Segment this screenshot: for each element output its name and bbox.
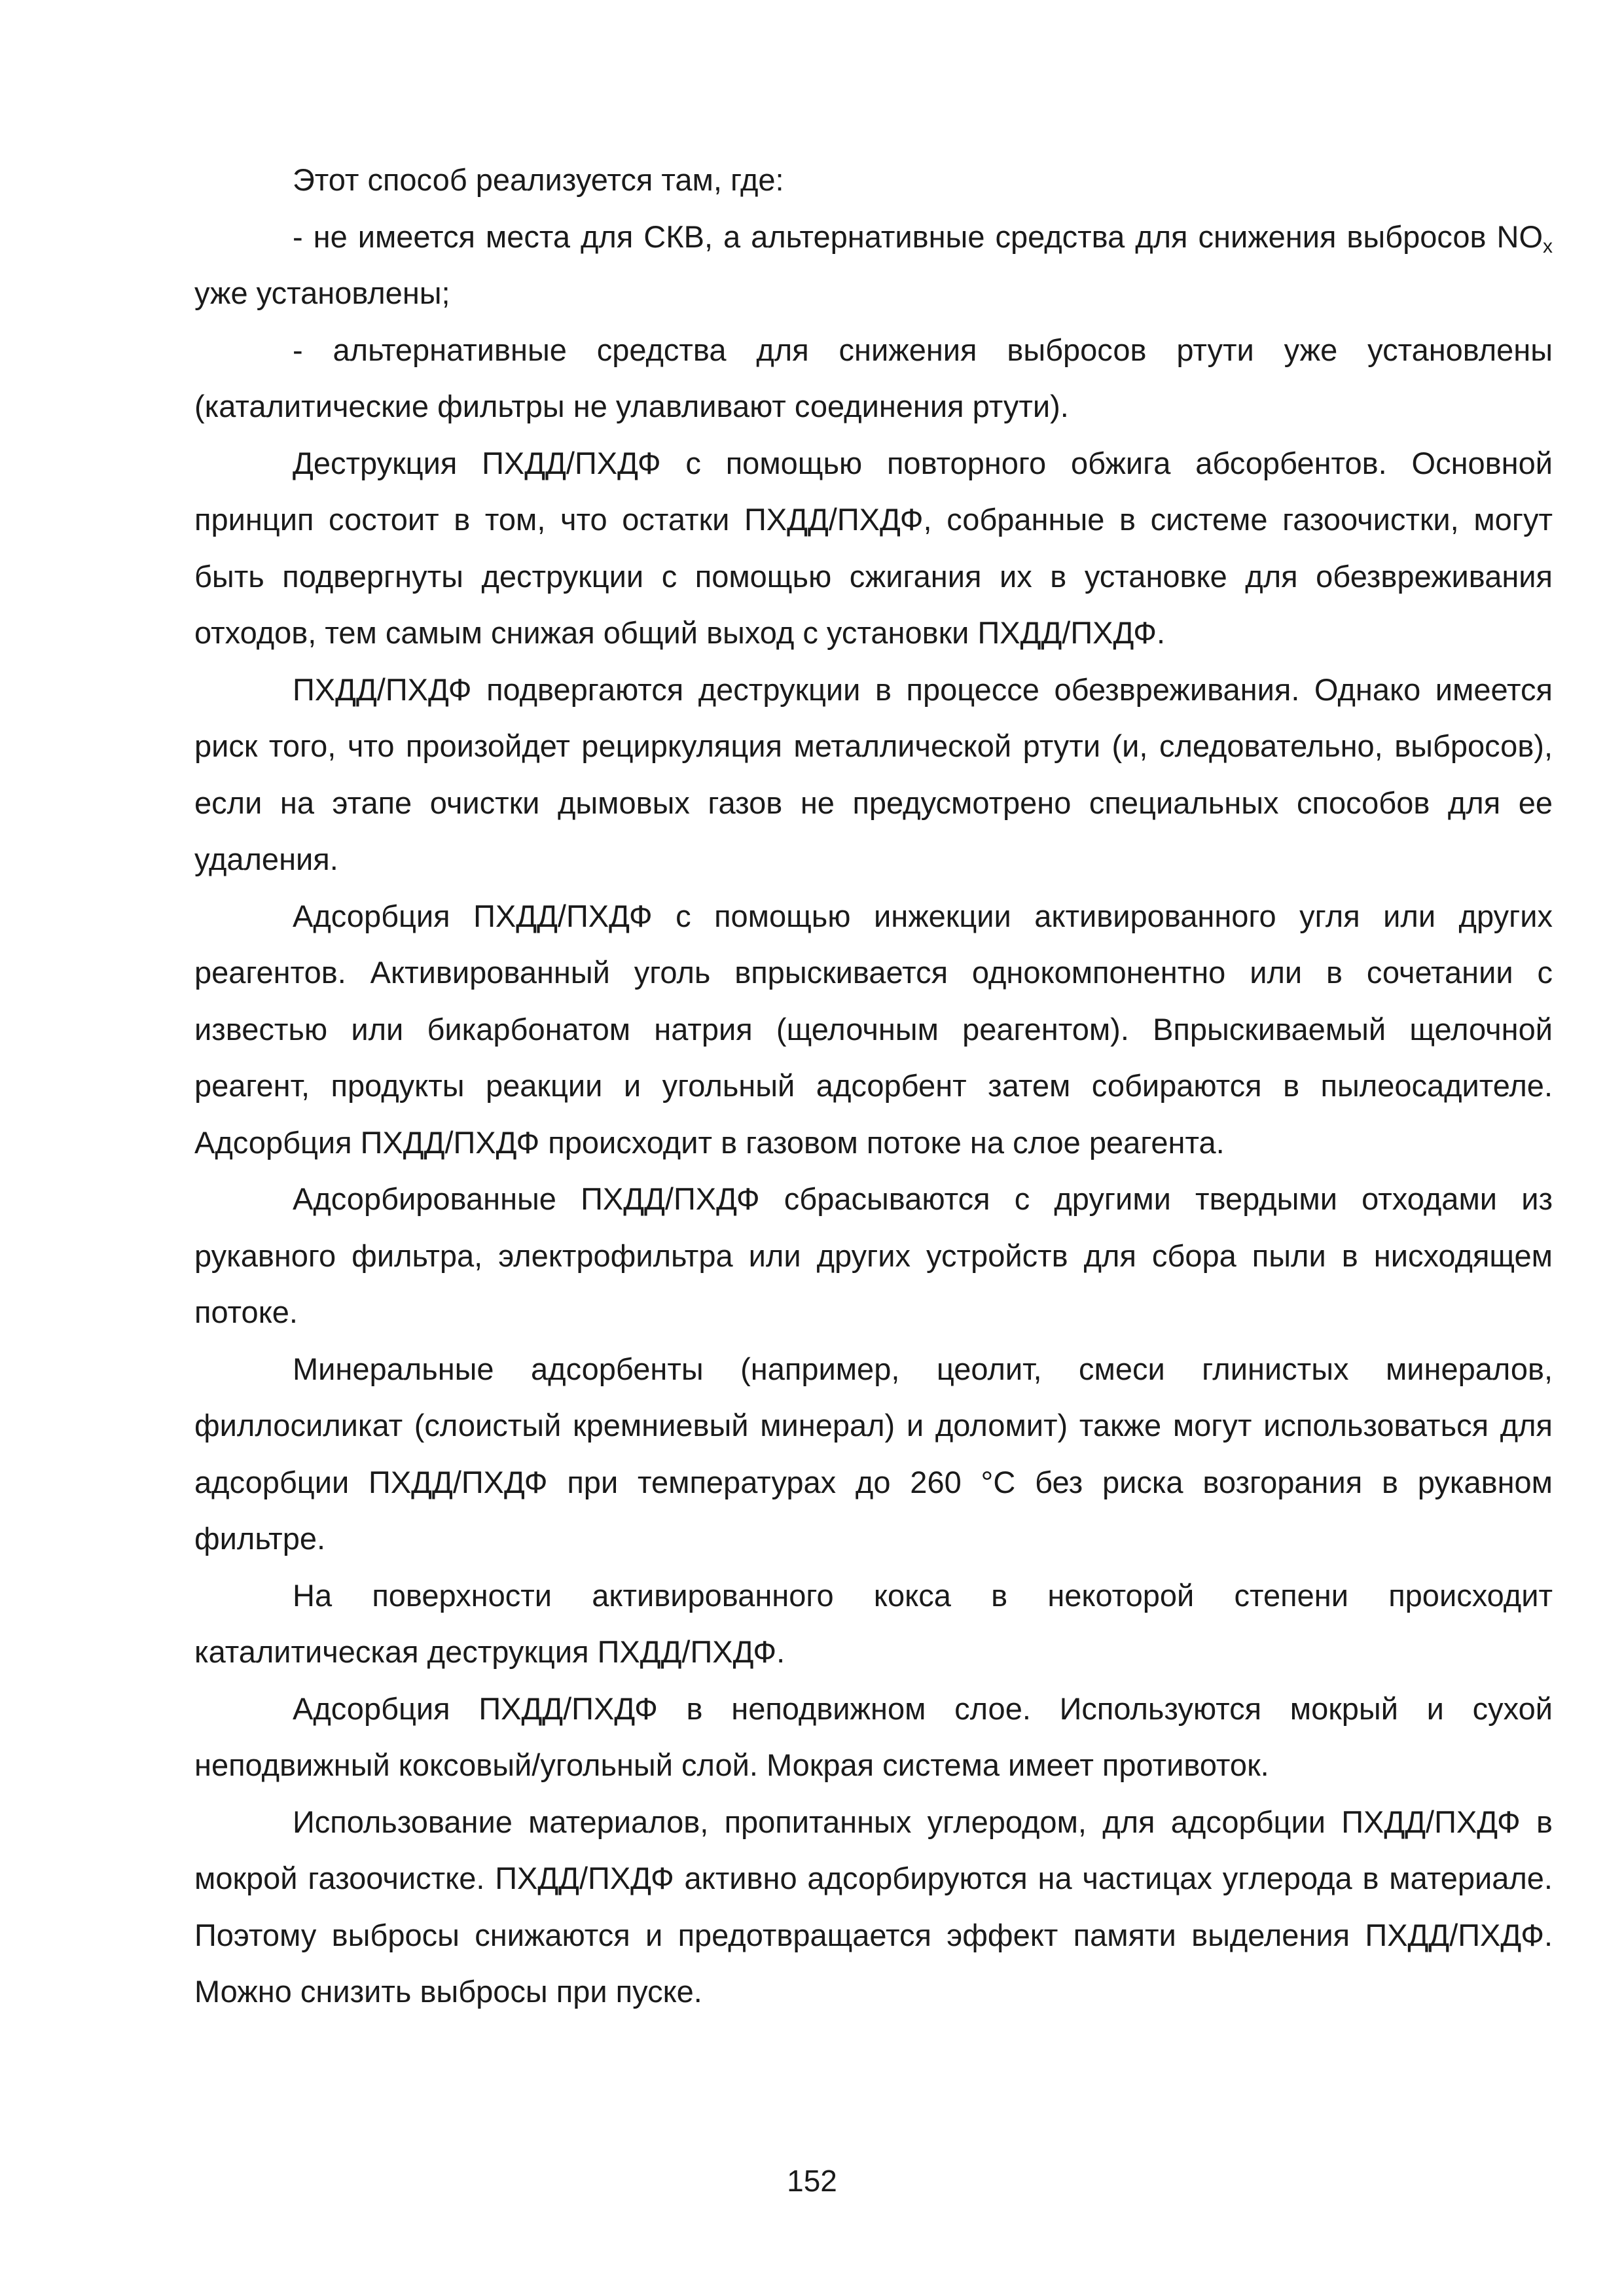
paragraph-body: ПХДД/ПХДФ подвергаются деструкции в процессе обезвреживания. Однако имеется риск того, что произойдет рециркуляция металлической ртути (и, следовательно, выбросов), если на этапе очистки дымовых газов не предусмотрено специальных способов для ее удаления.: [194, 672, 1553, 876]
paragraph-body: На поверхности активированного кокса в некоторой степени происходит каталитическая деструкция ПХДД/ПХДФ.: [194, 1577, 1553, 1669]
paragraph-list-item-2: - альтернативные средства для снижения выбросов ртути уже установлены (каталитические фильтры не улавливают соединения ртути).: [194, 332, 1553, 423]
paragraph-body: Адсорбированные ПХДД/ПХДФ сбрасываются с другими твердыми отходами из рукавного фильтра, электрофильтра или других устройств для сбора пыли в нисходящем потоке.: [194, 1181, 1553, 1329]
nox-formula: [1496, 219, 1553, 257]
nox-main: NO: [1496, 219, 1543, 254]
document-body: [194, 152, 1553, 2020]
paragraph-body: Адсорбция ПХДД/ПХДФ в неподвижном слое. Используются мокрый и сухой неподвижный коксовый/угольный слой. Мокрая система имеет противоток.: [194, 1691, 1553, 1782]
nox-subscript: x: [1543, 235, 1553, 257]
paragraph-body: Использование материалов, пропитанных углеродом, для адсорбции ПХДД/ПХДФ в мокрой газоочистке. ПХДД/ПХДФ активно адсорбируются на частицах углерода в материале. Поэтому выбросы снижаются и предотвращается эффект памяти выделения ПХДД/ПХДФ. Можно снизить выбросы при пуске.: [194, 1804, 1553, 2009]
page-number: 152: [787, 2164, 837, 2198]
paragraph-list-item-1: [194, 209, 1553, 322]
paragraph-body: Деструкция ПХДД/ПХДФ с помощью повторного обжига абсорбентов. Основной принцип состоит в том, что остатки ПХДД/ПХДФ, собранные в системе газоочистки, могут быть подвергнуты деструкции с помощью сжигания их в установке для обезвреживания отходов, тем самым снижая общий выход с установки ПХДД/ПХДФ.: [194, 445, 1553, 650]
paragraph-body: Адсорбция ПХДД/ПХДФ с помощью инжекции активированного угля или других реагентов. Активированный уголь впрыскивается однокомпонентно или в сочетании с известью или бикарбонатом натрия (щелочным реагентом). Впрыскиваемый щелочной реагент, продукты реакции и угольный адсорбент затем собираются в пылеосадителе. Адсорбция ПХДД/ПХДФ происходит в газовом потоке на слое реагента.: [194, 898, 1553, 1160]
paragraph-body: Минеральные адсорбенты (например, цеолит, смеси глинистых минералов, филлосиликат (слоистый кремниевый минерал) и доломит) также могут использоваться для адсорбции ПХДД/ПХДФ при температурах до 260 °С без риска возгорания в рукавном фильтре.: [194, 1351, 1553, 1556]
list-item-1-text: - не имеется места для СКВ, а альтернативные средства для снижения выбросов: [293, 219, 1487, 254]
paragraph-intro: Этот способ реализуется там, где:: [293, 162, 784, 197]
list-item-1-tail: уже установлены;: [194, 276, 450, 310]
